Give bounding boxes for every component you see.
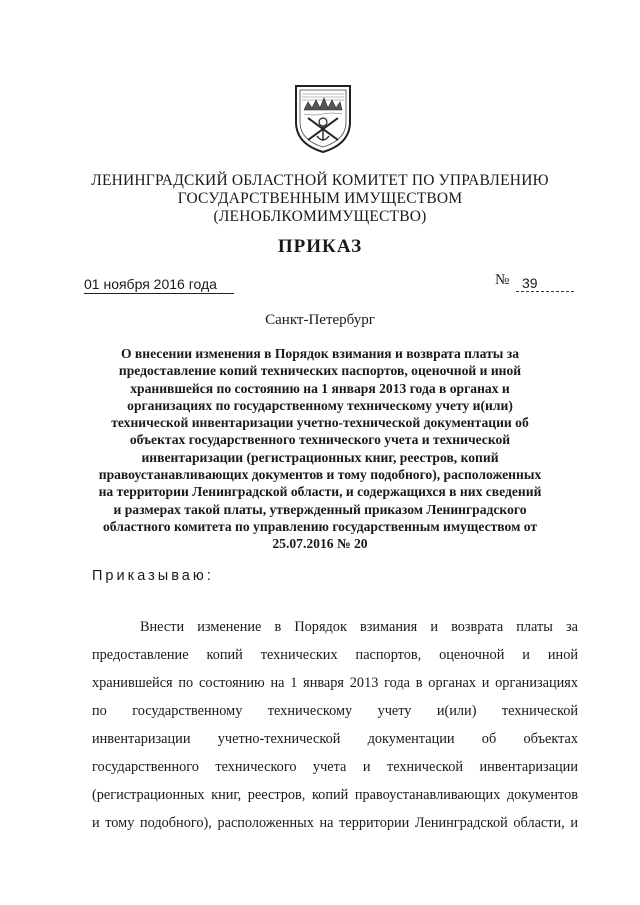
body-line: по государственному техническому учету и(или) технической [92,703,578,719]
subject-line: правоустанавливающих документов и тому подобного), расположенных [98,467,542,483]
subject-line: предоставление копий технических паспортов, оценочной и иной [118,363,522,379]
subject-line: на территории Ленинградской области, и содержащихся в них сведений [98,484,542,500]
organization-name-line: ГОСУДАРСТВЕННЫМ ИМУЩЕСТВОМ [177,190,463,207]
subject-line: и размерах такой платы, утвержденный приказом Ленинградского [113,501,527,517]
body-line: государственного технического учета и технической инвентаризации [92,759,578,775]
organization-short-name: (ЛЕНОБЛКОМИМУЩЕСТВО) [213,208,427,225]
subject-line: областного комитета по управлению государственным имуществом от [102,518,538,534]
body-line: инвентаризации учетно-технической документации об объектах [92,731,578,747]
number-sign: № [495,272,510,288]
subject-line: организациях по государственному техническому учету и(или) [127,397,513,413]
body-line: (регистрационных книг, реестров, копий правоустанавливающих документов [92,787,578,803]
organization-name-line: ЛЕНИНГРАДСКИЙ ОБЛАСТНОЙ КОМИТЕТ ПО УПРАВЛЕНИЮ [91,172,549,189]
subject-line: инвентаризации (регистрационных книг, реестров, копий [141,449,499,465]
document-city: Санкт-Петербург [265,312,375,328]
document-type-title: ПРИКАЗ [277,236,363,257]
order-word: Приказываю: [92,568,214,584]
coat-of-arms-icon [294,82,352,154]
subject-line: 25.07.2016 № 20 [272,536,368,552]
document-number: 39 [516,275,574,292]
body-line: хранившейся по состоянию на 1 января 2013 года в органах и организациях [92,675,578,691]
document-date: 01 ноября 2016 года [84,276,234,294]
body-line: и тому подобного), расположенных на территории Ленинградской области, и [92,815,578,831]
document-subject [88,345,552,553]
subject-line: хранившейся по состоянию на 1 января 2013 года в органах и [130,380,510,396]
subject-line: технической инвентаризации учетно-технической документации об [111,415,529,431]
subject-line: объектах государственного технического учета и технической [129,432,511,448]
body-line: предоставление копий технических паспортов, оценочной и иной [92,647,578,663]
subject-line: О внесении изменения в Порядок взимания и возврата платы за [120,346,520,361]
document-body [92,613,578,837]
body-line: Внести изменение в Порядок взимания и возврата платы за [140,619,578,635]
organization-header [60,172,580,226]
